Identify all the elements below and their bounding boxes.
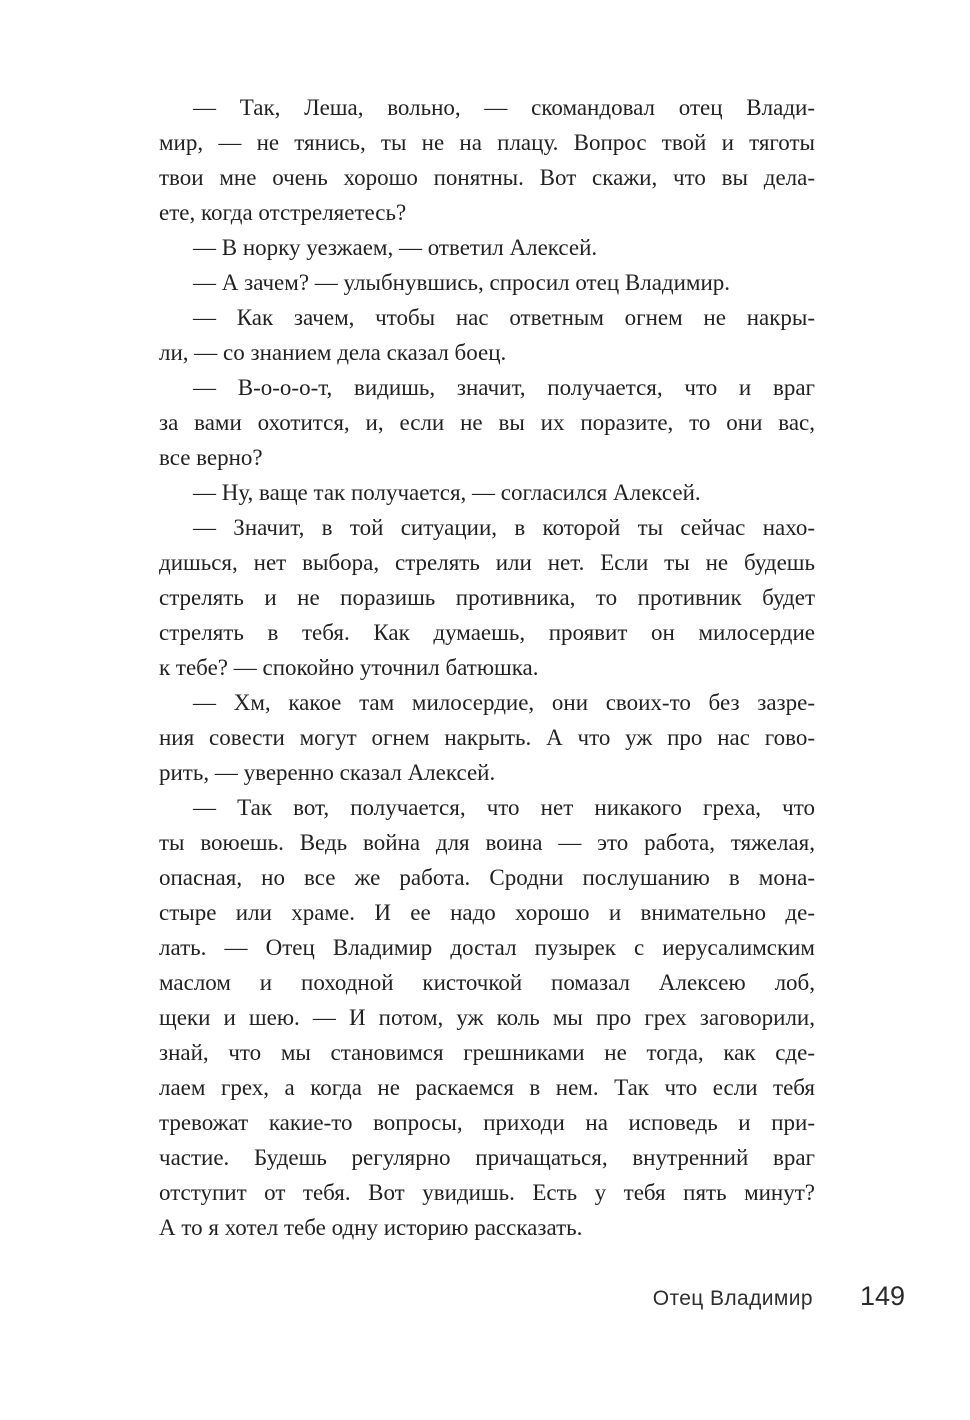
text-line: — Значит, в той ситуации, в которой ты сейчас нахо- (193, 515, 815, 540)
paragraph (159, 685, 815, 790)
text-line: ния совести могут огнем накрыть. А что уж про нас гово- (159, 725, 815, 750)
paragraph (159, 510, 815, 685)
paragraph (159, 265, 815, 300)
text-line: лаем грех, а когда не раскаемся в нем. Так что если тебя (159, 1075, 815, 1100)
text-line: — А зачем? — улыбнувшись, спросил отец Владимир. (193, 270, 731, 295)
text-line: А то я хотел тебе одну историю рассказать. (159, 1215, 583, 1240)
text-line: — Так вот, получается, что нет никакого греха, что (193, 795, 815, 820)
text-line: ты воюешь. Ведь война для воина — это работа, тяжелая, (159, 830, 815, 855)
text-line: — Ну, ваще так получается, — согласился Алексей. (193, 480, 701, 505)
text-line: лать. — Отец Владимир достал пузырек с иерусалимским (159, 935, 815, 960)
text-line: опасная, но все же работа. Сродни послушанию в мона- (159, 865, 815, 890)
text-line: — В норку уезжаем, — ответил Алексей. (193, 235, 598, 260)
paragraph (159, 475, 815, 510)
paragraph (159, 230, 815, 265)
page-footer (159, 1281, 905, 1312)
text-line: ете, когда отстреляетесь? (159, 200, 407, 225)
text-line: твои мне очень хорошо понятны. Вот скажи, что вы дела- (159, 165, 815, 190)
text-line: частие. Будешь регулярно причащаться, внутренний враг (159, 1145, 815, 1170)
page-text (159, 90, 815, 1245)
text-line: мир, — не тянись, ты не на плацу. Вопрос твой и тяготы (159, 130, 815, 155)
text-line: — Хм, какое там милосердие, они своих-то без зазре- (193, 690, 815, 715)
text-line: знай, что мы становимся грешниками не тогда, как сде- (159, 1040, 815, 1065)
paragraph (159, 370, 815, 475)
paragraph (159, 790, 815, 1245)
text-line: к тебе? — спокойно уточнил батюшка. (159, 655, 539, 680)
text-line: все верно? (159, 445, 263, 470)
text-line: отступит от тебя. Вот увидишь. Есть у тебя пять минут? (159, 1180, 815, 1205)
text-line: — В-о-о-о-т, видишь, значит, получается, что и враг (193, 375, 815, 400)
text-line: стыре или храме. И ее надо хорошо и внимательно де- (159, 900, 815, 925)
text-line: — Как зачем, чтобы нас ответным огнем не накры- (193, 305, 815, 330)
text-line: дишься, нет выбора, стрелять или нет. Если ты не будешь (159, 550, 815, 575)
paragraph (159, 90, 815, 230)
text-line: ли, — со знанием дела сказал боец. (159, 340, 507, 365)
running-title: Отец Владимир (652, 1287, 813, 1310)
page-number: 149 (859, 1281, 905, 1311)
text-line: — Так, Леша, вольно, — скомандовал отец Влади- (193, 95, 815, 120)
text-line: маслом и походной кисточкой помазал Алексею лоб, (159, 970, 815, 995)
paragraph (159, 300, 815, 370)
text-line: рить, — уверенно сказал Алексей. (159, 760, 496, 785)
text-line: щеки и шею. — И потом, уж коль мы про грех заговорили, (159, 1005, 815, 1030)
text-line: тревожат какие-то вопросы, приходи на исповедь и при- (159, 1110, 815, 1135)
text-line: стрелять и не поразишь противника, то противник будет (159, 585, 815, 610)
text-line: стрелять в тебя. Как думаешь, проявит он милосердие (159, 620, 815, 645)
text-line: за вами охотится, и, если не вы их поразите, то они вас, (159, 410, 815, 435)
